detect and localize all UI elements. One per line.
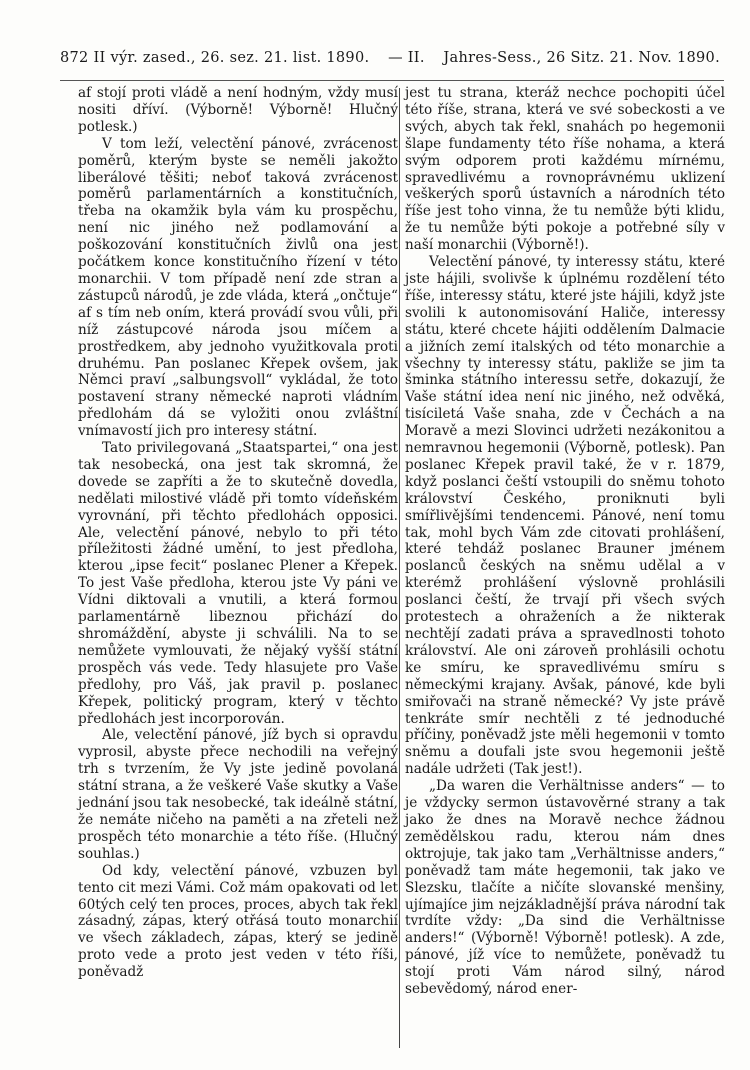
column-divider: [399, 88, 400, 1048]
right-paragraph-3: „Da waren die Verhältnisse anders“ — to je vždycky sermon ústavověrné strany a tak jako že dnes na Moravě nechce žádnou zemědělskou radu, kterou nám dnes oktrojuje, tak jako tam „Verhältnisse anders,“ poněvadž tam máte hegemonii, tak jako ve Slezsku, tlačíte a ničíte slovanské menšiny, ujímajíce jim nejzákladnější práva národní tak tvrdíte vždy: „Da sind die Verhältnisse anders!“ (Výborně! Výborně! potlesk). A zde, pánové, jíž více to nemůžete, poněvadž tu stojí proti Vám národ silný, národ sebevědomý, národ ener-: [405, 778, 725, 998]
left-column: [78, 85, 398, 1055]
right-paragraph-2: Velectění pánové, ty interessy státu, které jste hájili, svolivše k úplnému rozdělení této říše, interessy státu, které jste hájili, když jste svolili k autonomisování Haliče, interessy státu, které chcete hájiti oddělením Dalmacie a jižních zemí italských od této monarchie a všechny ty interessy státu, pakliže se jim ta šminka státního interessu setře, dokazují, že Vaše státní idea není nic jiného, než odvěká, tisíciletá Vaše snaha, zde v Čechách a na Moravě a mezi Slovinci udržeti nezákonitou a nemravnou hegemonii (Výborně, potlesk). Pan poslanec Křepek pravil také, že v r. 1879, když poslanci čeští vstoupili do sněmu tohoto království Českého, proniknuti byli smířlivějšími tendencemi. Pánové, není tomu tak, mohl bych Vám zde citovati prohlášení, které tehdáž poslanec Brauner jménem poslanců českých na sněmu udělal a v kterémž prohlášení výslovně prohlásili poslanci čeští, že trvají při všech svých protestech a ohraženích a že nikterak nechtějí zadati práva a spravedlnosti tohoto království. Ale oni zároveň prohlásili ochotu ke smíru, ke spravedlivému smíru s německými krajany. Avšak, pánové, kde byli smiřovači na straně německé? Vy jste právě tenkráte smír nechtěli z té jednoduché příčiny, poněvadž jste měli hegemonii v tomto sněmu a doufali jste svou hegemonii ještě nadále udržeti (Tak jest!).: [405, 254, 725, 778]
right-paragraph-1: jest tu strana, kteráž nechce pochopiti účel této říše, strana, která ve své sobeckosti a ve svých, abych tak řekl, snahách po hegemonii šlape fundamenty této říše nohama, a která svým odporem proti každému mírnému, spravedlivému a rovnoprávnému uklizení veškerých sporů ústavních a národních této říše jest toho vinna, že tu nemůže býti klidu, že tu nemůže býti pokoje a potřebné síly v naší monarchii (Výborně!).: [405, 85, 725, 254]
header-left: 872 II výr. zased., 26. sez. 21. list. 1890.: [60, 50, 370, 66]
left-paragraph-4: Ale, velectění pánové, jíž bych si opravdu vyprosil, abyste přece nechodili na veřejný trh s tvrzením, že Vy jste jedině povolaná státní strana, a že veškeré Vaše skutky a Vaše jednání jsou tak nesobecké, tak ideálně státní, že nemáte ničeho na paměti a na zřeteli než prospěch této monarchie a této říše. (Hlučný souhlas.): [78, 727, 398, 862]
right-column: [405, 85, 725, 1055]
header-separator: — II.: [388, 50, 425, 66]
left-paragraph-3: Tato privilegovaná „Staatspartei,“ ona jest tak nesobecká, ona jest tak skromná, že dovede se zapříti a že to skutečně dovedla, nedělati milostivé vládě při tomto vídeňském vyrovnání, při těchto předlohách opposici. Ale, velectění pánové, nebylo to při této příležitosti žádné umění, to jest předloha, kterou „ipse fecit“ poslanec Plener a Křepek. To jest Vaše předloha, kterou jste Vy páni ve Vídni diktovali a vnutili, a která formou parlamentárně libeznou přichází do shromáždění, abyste ji schválili. Na to se nemůžete vymlouvati, že nějaký vyšší státní prospěch vás vede. Tedy hlasujete pro Vaše předlohy, pro Váš, jak pravil p. poslanec Křepek, politický program, který v těchto předlohách jest incorporován.: [78, 440, 398, 727]
left-paragraph-1: af stojí proti vládě a není hodným, vždy musí nositi dříví. (Výborně! Výborně! Hlučný potlesk.): [78, 85, 398, 135]
left-paragraph-2: V tom leží, velectění pánové, zvrácenost poměrů, kterým byste se neměli jakožto liberálové těšiti; neboť taková zvrácenost poměrů parlamentárních a konstitučních, třeba na okamžik byla vám ku prospěchu, není nic jiného než podlamování a poškozování konstitučních živlů ona jest počátkem konce konstitučního řízení v této monarchii. V tom případě není zde stran a zástupců národů, je zde vláda, která „ončtuje“ af s tím neb oním, která provádí svou vůli, při níž zástupcové národa jsou míčem a prostředkem, aby jednoho využitkovala proti druhému. Pan poslanec Křepek ovšem, jak Němci praví „salbungsvoll“ vykládal, že toto postavení strany německé naproti vládním předlohám dá se vyložiti onou zvláštní vnímavostí jich pro interesy státní.: [78, 135, 398, 440]
header-right: Jahres-Sess., 26 Sitz. 21. Nov. 1890.: [443, 50, 720, 66]
left-paragraph-5: Od kdy, velectění pánové, vzbuzen byl tento cit mezi Vámi. Což mám opakovati od let 60tých celý ten proces, proces, abych tak řekl zásadný, zápas, který otřásá touto monarchií ve všech základech, zápas, který se jedině proto vede a proto jest veden v této říši, poněvadž: [78, 862, 398, 981]
header-rule: [60, 80, 724, 81]
page-header: [60, 50, 720, 72]
